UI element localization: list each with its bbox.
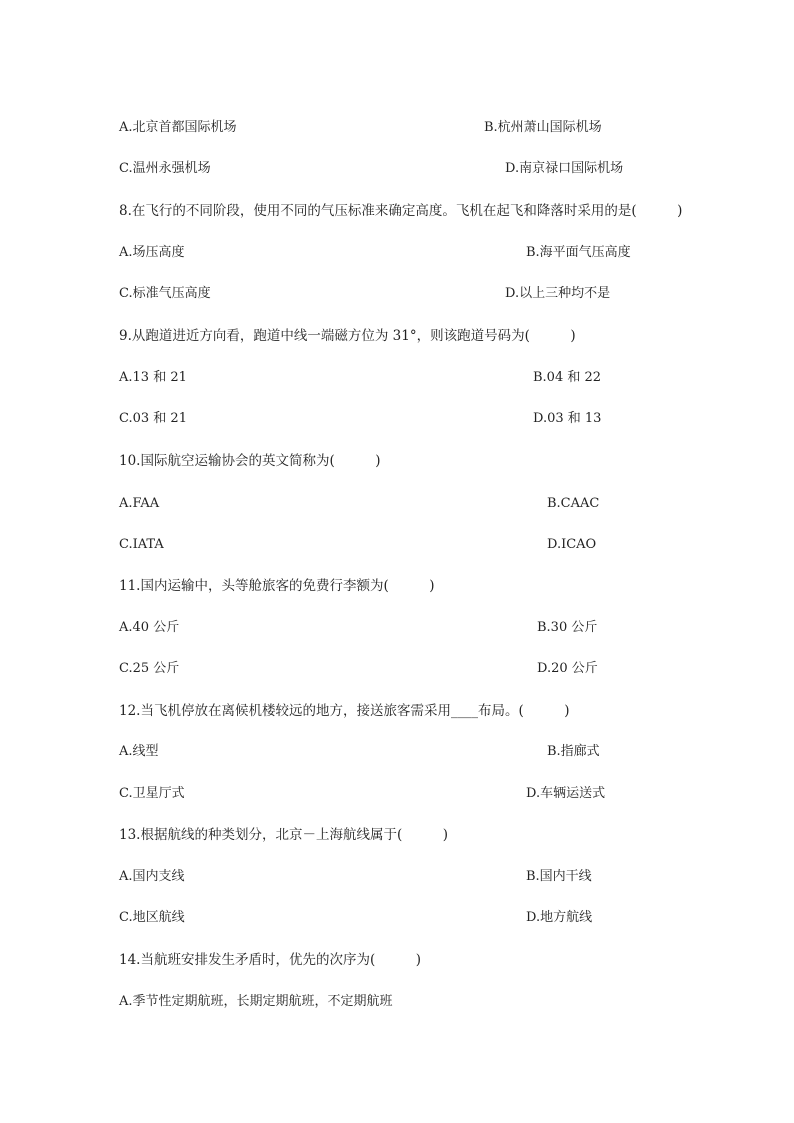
- q10-option-a[interactable]: A.FAA: [119, 496, 160, 511]
- q7-option-c[interactable]: C.温州永强机场: [119, 161, 211, 176]
- q12-stem: 12.当飞机停放在离候机楼较远的地方，接送旅客需采用____布局。( ): [119, 703, 570, 719]
- q9-option-a[interactable]: A.13 和 21: [119, 370, 187, 385]
- q11-option-d[interactable]: D.20 公斤: [537, 661, 598, 676]
- q9-option-c[interactable]: C.03 和 21: [119, 411, 187, 426]
- q14-option-a[interactable]: A.季节性定期航班，长期定期航班，不定期航班: [119, 994, 393, 1009]
- q11-option-c[interactable]: C.25 公斤: [119, 661, 180, 676]
- q11-option-b[interactable]: B.30 公斤: [537, 620, 598, 635]
- q8-option-b[interactable]: B.海平面气压高度: [526, 245, 631, 260]
- q8-option-c[interactable]: C.标准气压高度: [119, 286, 211, 301]
- q13-option-d[interactable]: D.地方航线: [526, 910, 593, 925]
- q12-option-b[interactable]: B.指廊式: [547, 744, 600, 759]
- q13-option-a[interactable]: A.国内支线: [119, 869, 185, 884]
- q12-option-c[interactable]: C.卫星厅式: [119, 786, 185, 801]
- q10-stem: 10.国际航空运输协会的英文简称为( ): [119, 453, 381, 469]
- q12-option-d[interactable]: D.车辆运送式: [526, 786, 606, 801]
- q7-option-b[interactable]: B.杭州萧山国际机场: [484, 120, 602, 135]
- q8-stem: 8.在飞行的不同阶段，使用不同的气压标准来确定高度。飞机在起飞和降落时采用的是( ): [119, 203, 683, 219]
- q7-option-d[interactable]: D.南京禄口国际机场: [505, 161, 624, 176]
- q14-stem: 14.当航班安排发生矛盾时，优先的次序为( ): [119, 952, 422, 968]
- q10-option-b[interactable]: B.CAAC: [547, 496, 600, 511]
- q11-option-a[interactable]: A.40 公斤: [119, 620, 180, 635]
- q13-option-c[interactable]: C.地区航线: [119, 910, 185, 925]
- q8-option-d[interactable]: D.以上三种均不是: [505, 286, 611, 301]
- q9-option-b[interactable]: B.04 和 22: [533, 370, 602, 385]
- q7-option-a[interactable]: A.北京首都国际机场: [119, 120, 237, 135]
- q11-stem: 11.国内运输中，头等舱旅客的免费行李额为( ): [119, 578, 435, 594]
- q13-option-b[interactable]: B.国内干线: [526, 869, 592, 884]
- q10-option-c[interactable]: C.IATA: [119, 537, 164, 552]
- q12-option-a[interactable]: A.线型: [119, 744, 159, 759]
- q8-option-a[interactable]: A.场压高度: [119, 245, 185, 260]
- q9-option-d[interactable]: D.03 和 13: [533, 411, 602, 426]
- q9-stem: 9.从跑道进近方向看，跑道中线一端磁方位为 31°，则该跑道号码为( ): [119, 328, 576, 344]
- q10-option-d[interactable]: D.ICAO: [547, 537, 597, 552]
- q13-stem: 13.根据航线的种类划分，北京－上海航线属于( ): [119, 827, 449, 843]
